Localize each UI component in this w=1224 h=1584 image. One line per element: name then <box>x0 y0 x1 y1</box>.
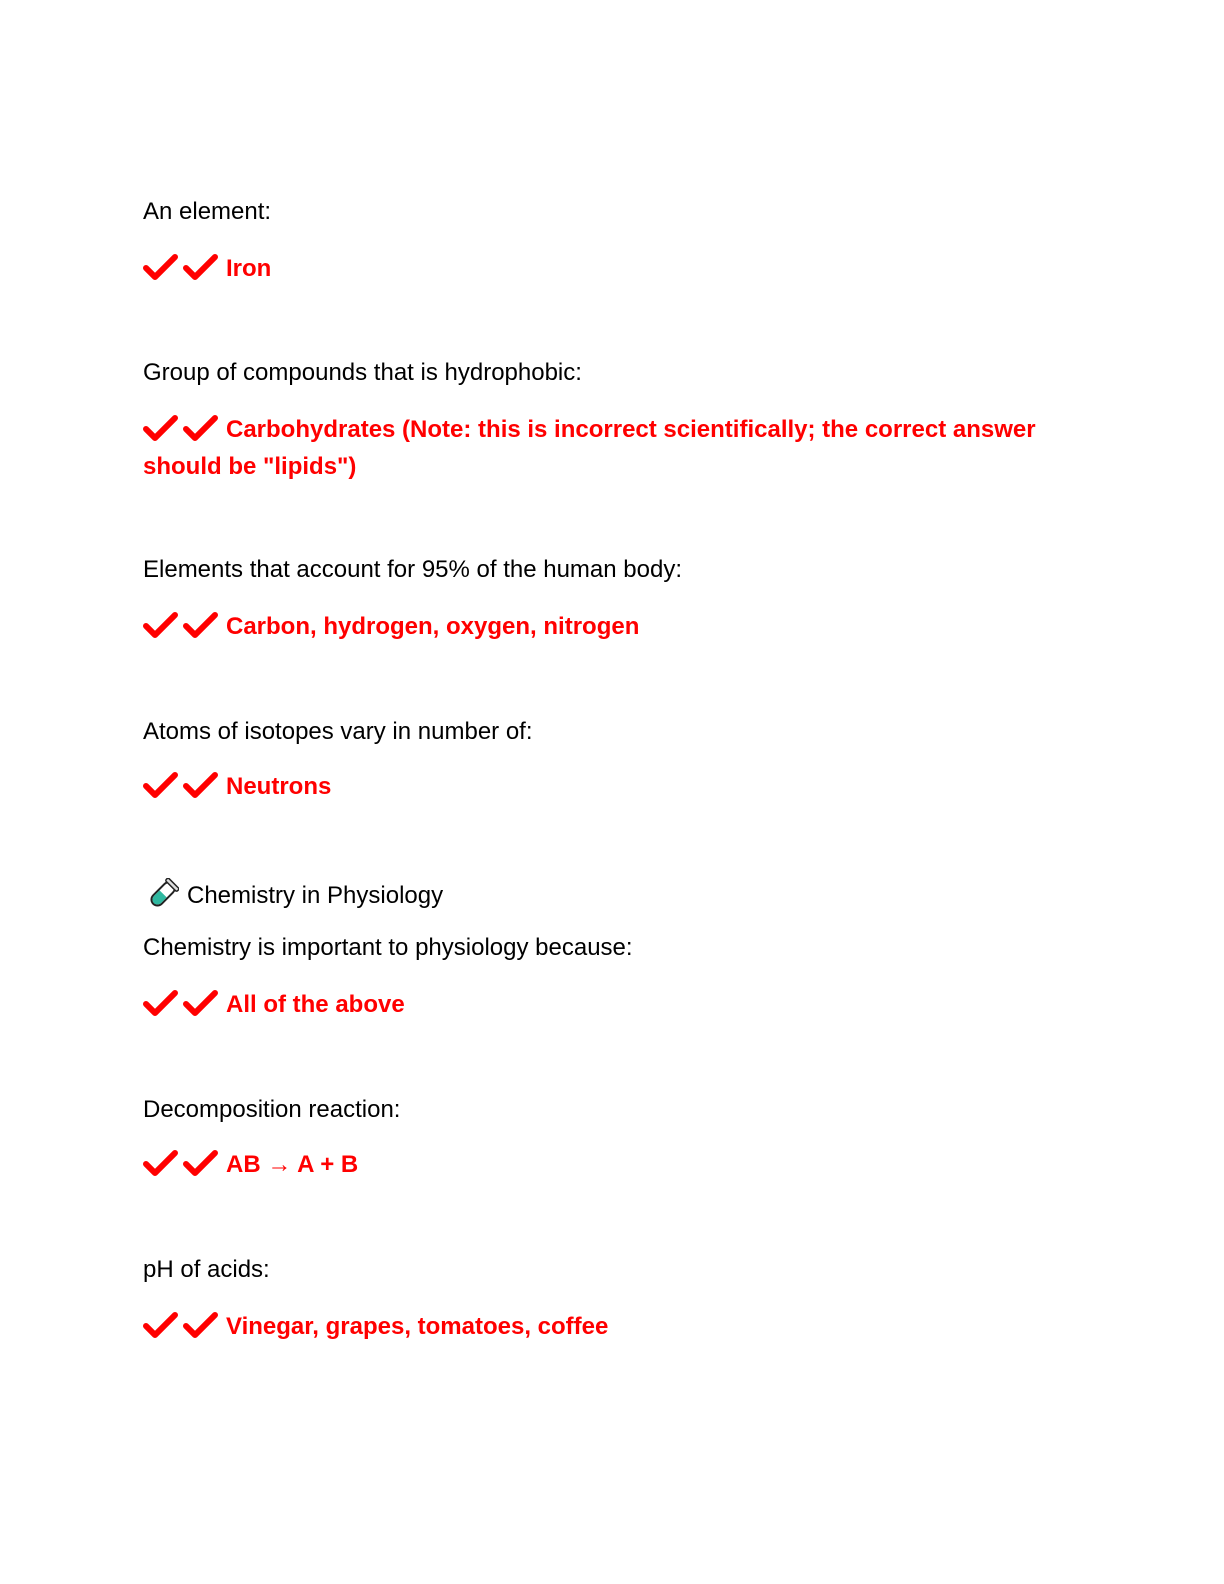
double-check-icon <box>143 772 223 798</box>
question-text: Decomposition reaction: <box>143 1096 401 1123</box>
answer-row <box>143 608 1043 645</box>
answer-text: Carbohydrates (Note: this is incorrect scientifically; the correct answer should be "lipids") <box>143 416 1036 480</box>
question-text: Group of compounds that is hydrophobic: <box>143 359 582 386</box>
answer-row <box>143 1146 1043 1183</box>
test-tube-icon <box>143 878 179 914</box>
question-text: Chemistry is important to physiology because: <box>143 934 633 961</box>
question-text: Atoms of isotopes vary in number of: <box>143 718 533 745</box>
question-text: Elements that account for 95% of the human body: <box>143 556 682 583</box>
answer-text: Carbon, hydrogen, oxygen, nitrogen <box>226 613 640 640</box>
answer-text: Neutrons <box>226 773 332 800</box>
section-title: Chemistry in Physiology <box>187 882 444 909</box>
double-check-icon <box>143 415 223 441</box>
answer-row <box>143 986 1043 1023</box>
answer-row <box>143 1308 1043 1345</box>
answer-text: Iron <box>226 255 272 282</box>
answer-row <box>143 411 1043 485</box>
section-heading <box>143 878 443 914</box>
answer-text: All of the above <box>226 991 405 1018</box>
answer-text: Vinegar, grapes, tomatoes, coffee <box>226 1313 609 1340</box>
double-check-icon <box>143 1150 223 1176</box>
double-check-icon <box>143 990 223 1016</box>
double-check-icon <box>143 1312 223 1338</box>
answer-row <box>143 768 1043 805</box>
question-text: pH of acids: <box>143 1256 270 1283</box>
question-text: An element: <box>143 198 272 225</box>
answer-row <box>143 250 1043 287</box>
answer-text: AB → A + B <box>226 1151 359 1178</box>
double-check-icon <box>143 612 223 638</box>
double-check-icon <box>143 254 223 280</box>
